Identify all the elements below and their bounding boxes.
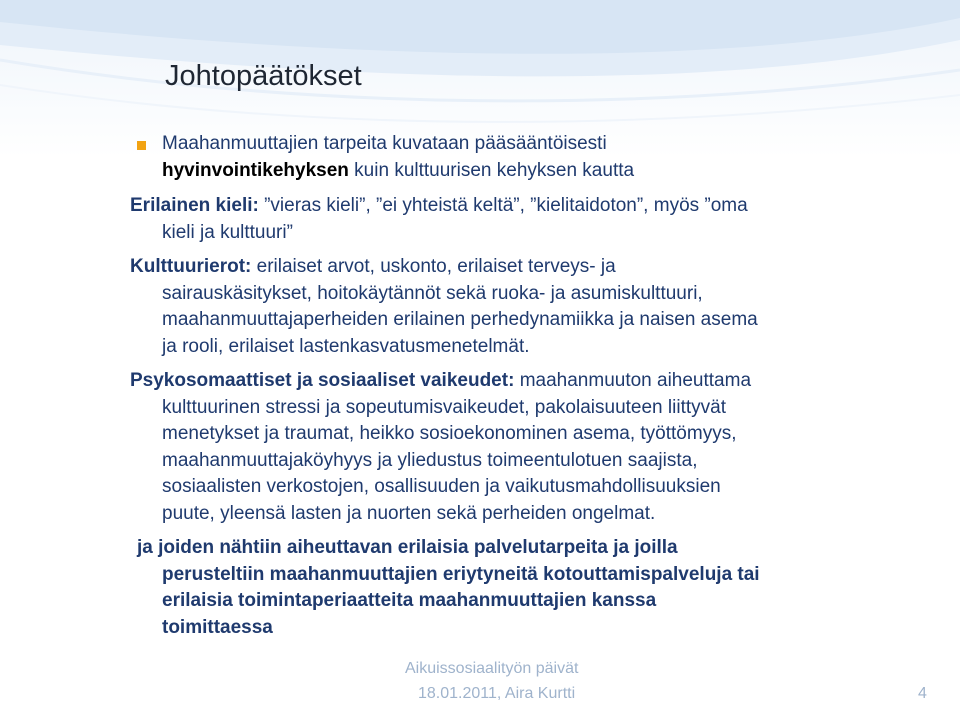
paragraph-line: ja joiden nähtiin aiheuttavan erilaisia palvelutarpeita ja joilla <box>137 537 678 558</box>
paragraph-line: erilaisia toimintaperiaatteita maahanmuuttajien kanssa <box>162 590 657 611</box>
paragraph-line: kulttuurinen stressi ja sopeutumisvaikeudet, pakolaisuuteen liittyvät <box>162 396 726 418</box>
paragraph-line: ja rooli, erilaiset lastenkasvatusmenetelmät. <box>162 335 530 357</box>
paragraph-line: sairauskäsitykset, hoitokäytännöt sekä ruoka- ja asumiskulttuuri, <box>162 282 703 304</box>
paragraph-line: toimittaessa <box>162 616 273 638</box>
paragraph-line <box>130 254 920 281</box>
slide-title: Johtopäätökset <box>165 60 362 92</box>
paragraph-language <box>130 193 920 246</box>
paragraph-text: maahanmuuton aiheuttama <box>514 370 752 391</box>
paragraph-line: puute, yleensä lasten ja nuorten sekä perheiden ongelmat. <box>162 502 656 524</box>
paragraph-line: perusteltiin maahanmuuttajien eriytyneitä kotouttamispalveluja tai <box>162 563 760 585</box>
paragraph-line: menetykset ja traumat, heikko sosioekonominen asema, työttömyys, <box>162 423 737 444</box>
paragraph-text: ”vieras kieli”, ”ei yhteistä keltä”, ”kielitaidoton”, myös ”oma <box>258 195 748 216</box>
paragraph-line: Maahanmuuttajien tarpeita kuvataan pääsääntöisesti <box>162 133 607 154</box>
paragraph-welfare-framework <box>162 131 922 184</box>
paragraph-cultural-differences <box>130 254 920 360</box>
paragraph-line <box>130 368 930 395</box>
bold-term: Kulttuurierot: <box>130 256 252 277</box>
bold-term: Psykosomaattiset ja sosiaaliset vaikeudet: <box>130 370 515 391</box>
bold-term: hyvinvointikehyksen <box>162 159 349 181</box>
paragraph-conclusion <box>137 535 927 641</box>
paragraph-text: erilaiset arvot, uskonto, erilaiset terveys- ja <box>251 256 616 277</box>
paragraph-line <box>130 193 920 220</box>
paragraph-line: sosiaalisten verkostojen, osallisuuden ja vaikutusmahdollisuuksien <box>162 476 721 497</box>
paragraph-psychosomatic <box>130 368 930 527</box>
paragraph-line: kieli ja kulttuuri” <box>162 221 293 243</box>
paragraph-line: maahanmuuttajaperheiden erilainen perhedynamiikka ja naisen asema <box>162 309 758 330</box>
paragraph-line <box>162 158 922 185</box>
footer-event: Aikuissosiaalityön päivät <box>405 660 579 677</box>
paragraph-line: maahanmuuttajaköyhyys ja yliedustus toimeentulotuen saajista, <box>162 449 698 471</box>
bold-term: Erilainen kieli: <box>130 195 259 216</box>
square-bullet-icon <box>137 141 146 150</box>
page-number: 4 <box>918 685 927 702</box>
paragraph-text: kuin kulttuurisen kehyksen kautta <box>348 159 635 181</box>
footer-date-author: 18.01.2011, Aira Kurtti <box>418 685 576 702</box>
